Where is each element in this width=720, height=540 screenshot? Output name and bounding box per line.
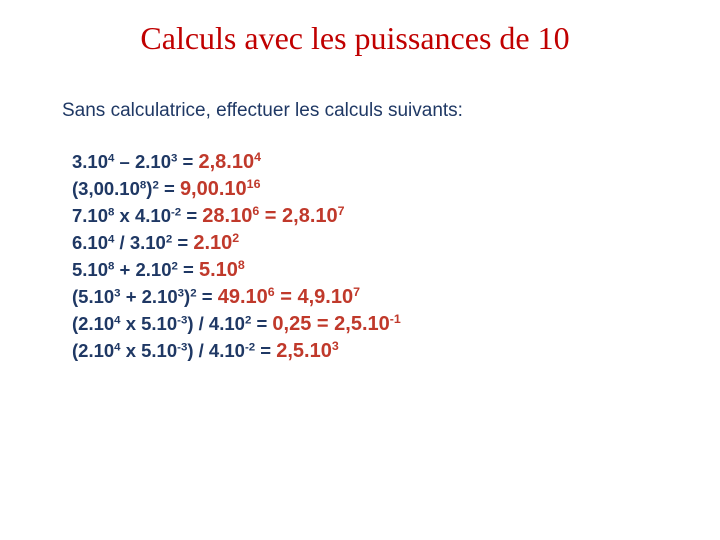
exponent: 4 <box>108 233 115 246</box>
exponent: 3 <box>331 339 339 354</box>
math-text: = <box>255 340 277 361</box>
math-text: 5.10 <box>72 259 109 280</box>
calculation-line <box>72 283 401 310</box>
math-text: (5.10 <box>72 286 115 307</box>
math-text: = 2,8.10 <box>259 205 338 227</box>
math-text: ) <box>184 286 191 307</box>
calculation-answer <box>198 151 261 173</box>
exponent: 3 <box>114 287 121 300</box>
math-text: + 2.10 <box>114 259 172 280</box>
math-text: 7.10 <box>72 205 109 226</box>
math-text: x 4.10 <box>114 205 171 226</box>
math-text: 2.10 <box>193 232 233 254</box>
math-text: 49.10 <box>217 286 268 308</box>
math-text: 9,00.10 <box>179 178 247 200</box>
exponent: 7 <box>353 285 360 300</box>
calculation-answer <box>199 259 245 281</box>
math-text: = <box>196 286 218 307</box>
calculation-line <box>72 337 401 364</box>
exponent: 4 <box>114 341 121 354</box>
exponent: 2 <box>171 260 178 273</box>
math-text: = 4,9.10 <box>274 286 354 308</box>
calculation-question <box>72 313 272 334</box>
math-text: 28.10 <box>202 205 253 227</box>
exponent: 7 <box>337 204 345 219</box>
exponent: 2 <box>232 231 240 246</box>
calculation-list <box>72 148 401 364</box>
math-text: 5.10 <box>198 259 238 281</box>
calculation-answer <box>272 313 400 335</box>
page-title: Calculs avec les puissances de 10 <box>140 20 570 56</box>
math-text: x 5.10 <box>120 313 178 334</box>
exponent: 16 <box>246 177 261 192</box>
math-text: + 2.10 <box>120 286 178 307</box>
calculation-question <box>72 286 218 307</box>
math-text: = <box>177 151 199 172</box>
exponent: -3 <box>177 314 188 327</box>
math-text: 2,5.10 <box>276 340 332 362</box>
math-text: – 2.10 <box>114 151 171 172</box>
math-text: = <box>181 205 203 226</box>
math-text: 0,25 = 2,5.10 <box>272 313 390 335</box>
math-text: (3,00.10 <box>72 178 140 199</box>
exponent: -2 <box>244 341 256 354</box>
calculation-question <box>72 151 198 172</box>
math-text: 6.10 <box>72 232 109 253</box>
instructions: Sans calculatrice, effectuer les calculs suivants: <box>62 100 463 121</box>
exponent: 4 <box>254 150 261 165</box>
math-text: ) <box>146 178 153 199</box>
math-text: 2,8.10 <box>198 151 255 173</box>
calculation-question <box>72 232 193 253</box>
math-text: 3.10 <box>72 151 109 172</box>
calculation-answer <box>202 205 344 227</box>
exponent: 2 <box>165 233 173 246</box>
math-text: = <box>158 178 180 199</box>
math-text: (2.10 <box>72 340 115 361</box>
calculation-answer <box>276 340 339 362</box>
calculation-line <box>72 256 401 283</box>
exponent: 6 <box>252 204 260 219</box>
calculation-question <box>72 259 199 280</box>
calculation-line <box>72 310 401 337</box>
math-text: (2.10 <box>72 313 115 334</box>
exponent: 6 <box>267 285 275 300</box>
calculation-answer <box>180 178 261 200</box>
exponent: -2 <box>170 206 182 219</box>
calculation-question <box>72 205 202 226</box>
calculation-line <box>72 202 401 229</box>
calculation-line <box>72 175 401 202</box>
exponent: 8 <box>108 206 115 219</box>
exponent: 2 <box>190 287 197 300</box>
math-text: = <box>251 313 273 334</box>
calculation-line <box>72 229 401 256</box>
calculation-line <box>72 148 401 175</box>
exponent: 8 <box>139 179 147 192</box>
exponent: 4 <box>108 152 115 165</box>
exponent: 4 <box>114 314 121 327</box>
exponent: 8 <box>237 258 245 273</box>
exponent: 8 <box>108 260 115 273</box>
exponent: -1 <box>389 312 401 327</box>
math-text: ) / 4.10 <box>187 313 245 334</box>
math-text: ) / 4.10 <box>187 340 245 361</box>
calculation-question <box>72 178 180 199</box>
exponent: -3 <box>177 341 188 354</box>
calculation-question <box>72 340 276 361</box>
math-text: x 5.10 <box>120 340 178 361</box>
exponent: 3 <box>170 152 178 165</box>
exponent: 2 <box>152 179 159 192</box>
exponent: 2 <box>244 314 252 327</box>
exponent: 3 <box>177 287 185 300</box>
math-text: / 3.10 <box>114 232 166 253</box>
calculation-answer <box>218 286 360 308</box>
calculation-answer <box>193 232 239 254</box>
math-text: = <box>177 259 199 280</box>
math-text: = <box>172 232 194 253</box>
